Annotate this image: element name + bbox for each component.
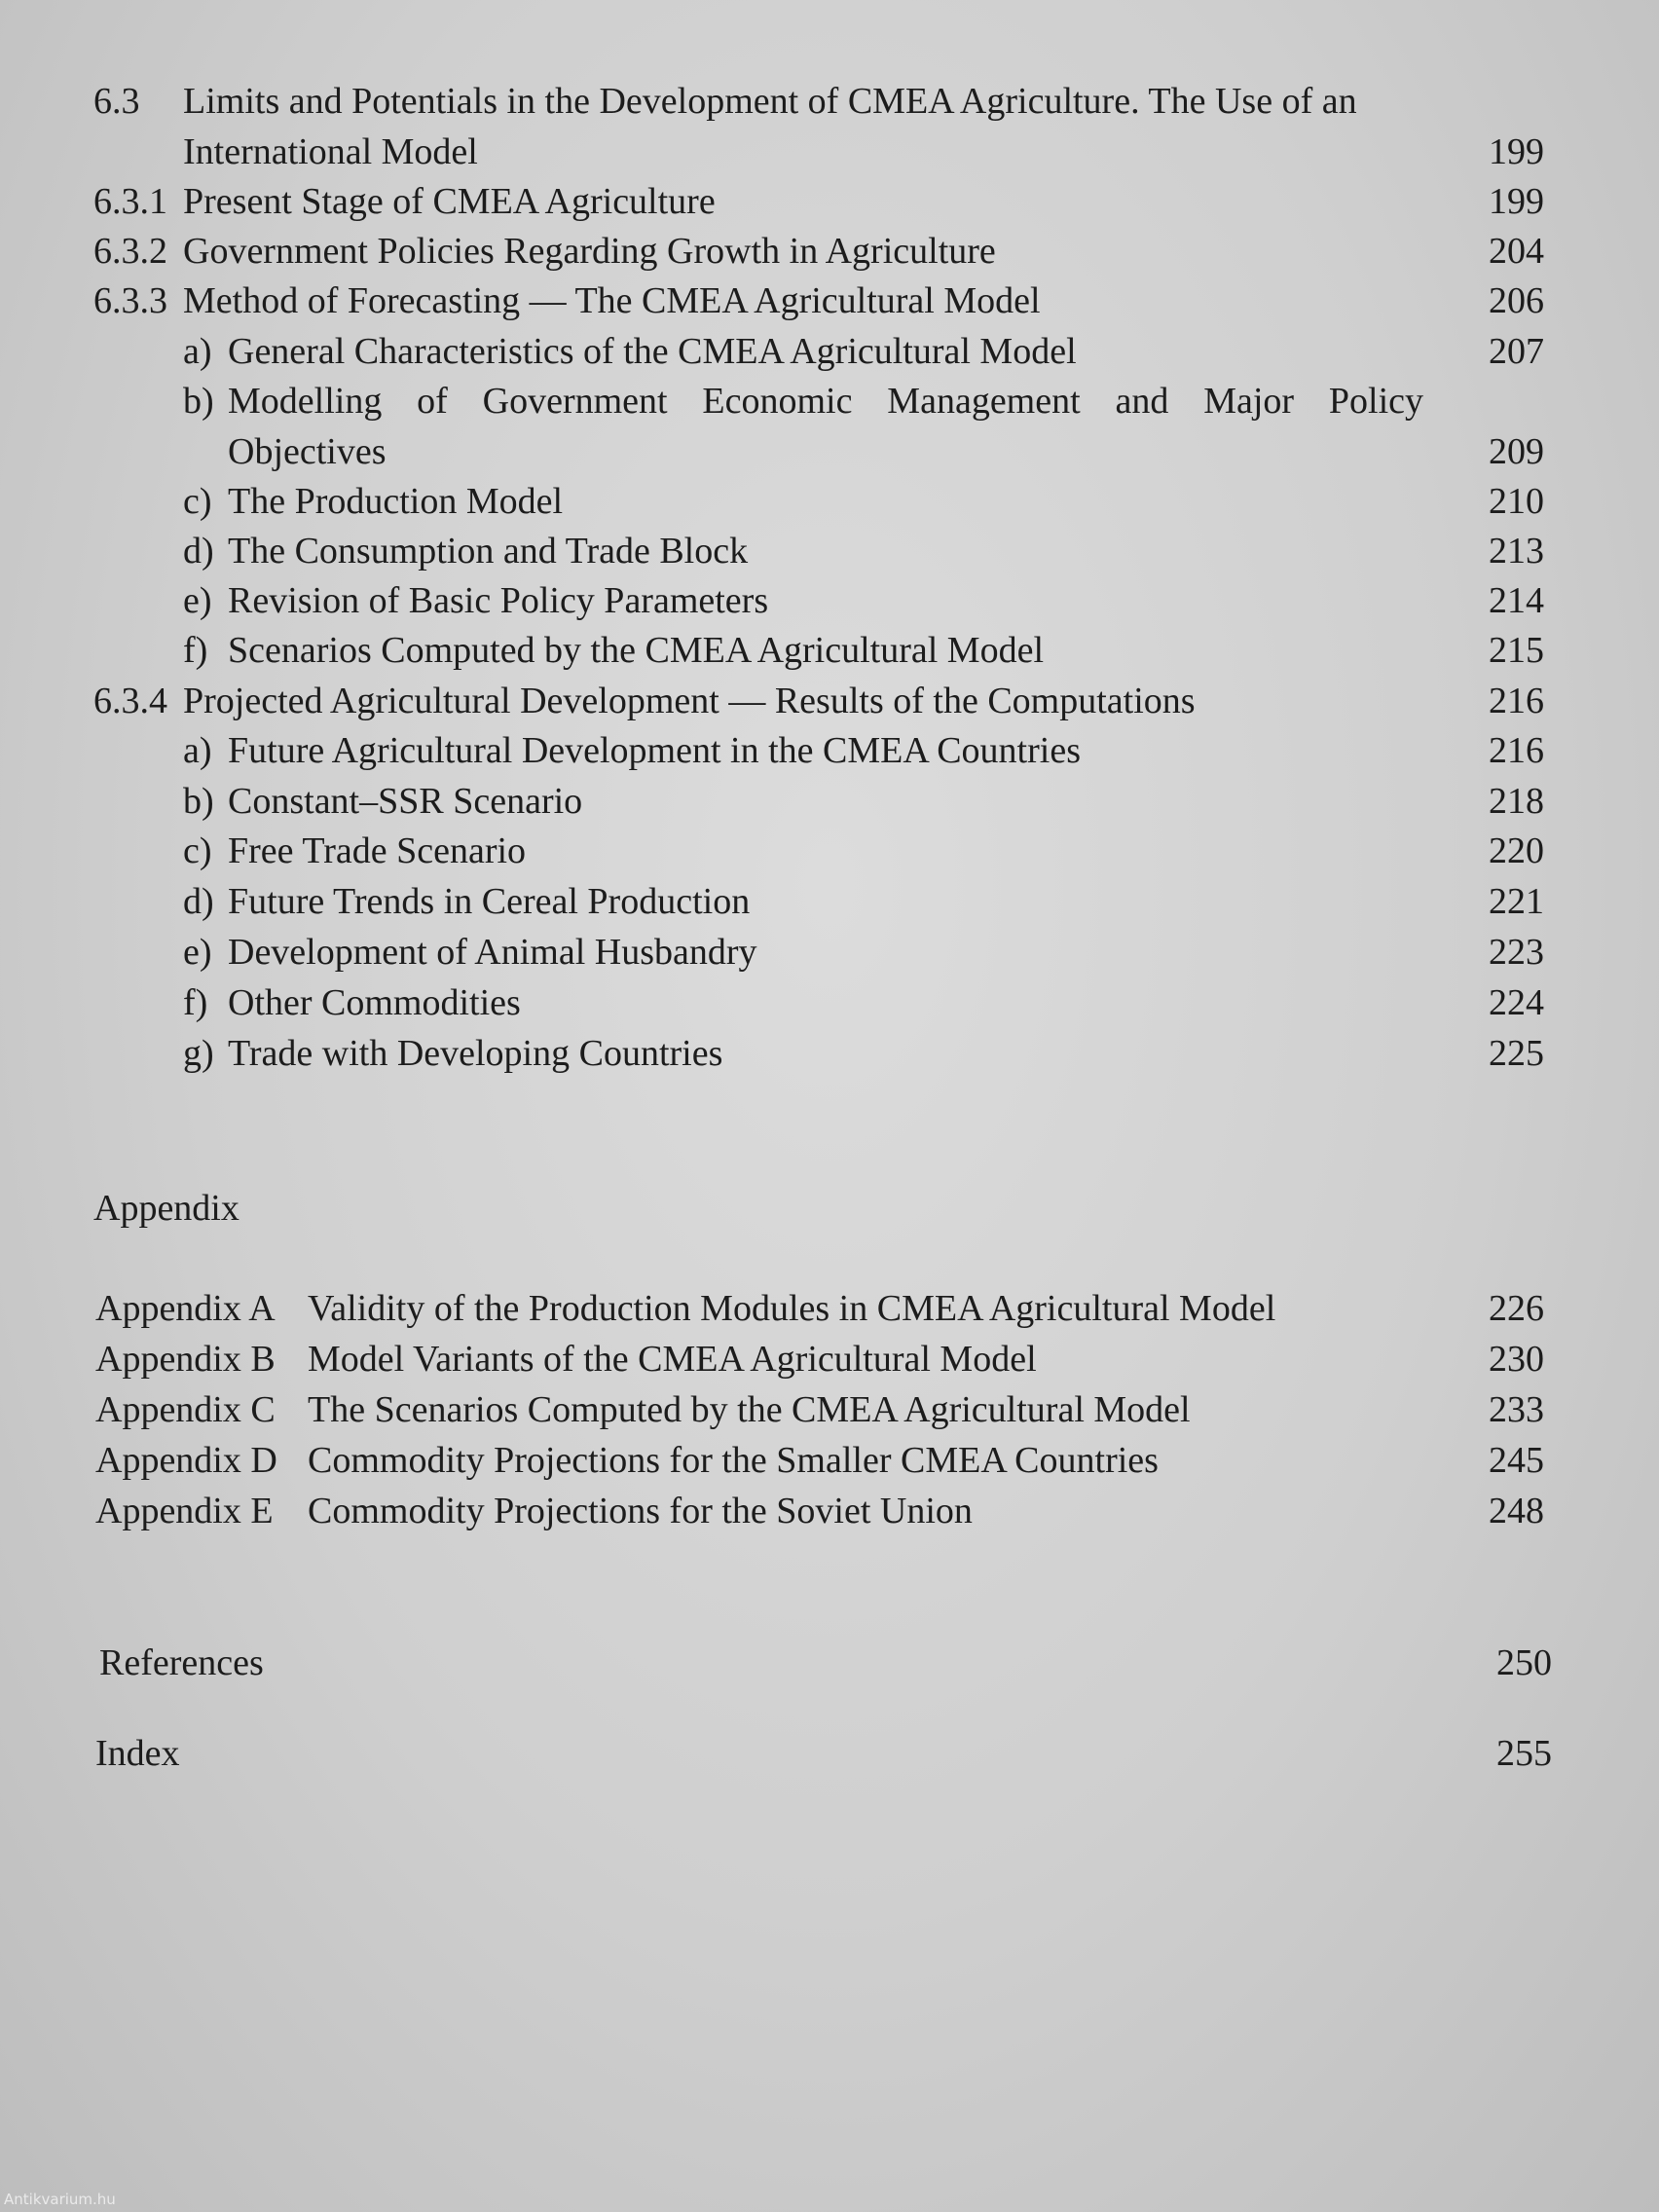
page-number: 245 [1489,1440,1544,1481]
toc-appendix-a [0,1283,1659,1334]
subsection-title: Future Agricultural Development in the CMEA Countries [228,730,1081,771]
page-number: 215 [1489,630,1544,671]
references-label: References [99,1642,264,1683]
subsection-title: Future Trends in Cereal Production [228,881,751,922]
toc-subentry-6-3-4-b [0,776,1659,827]
section-number: 6.3.1 [93,181,167,222]
subsection-title: Free Trade Scenario [228,830,527,871]
toc-appendix-d [0,1435,1659,1486]
page-number: 199 [1489,181,1544,222]
toc-subentry-6-3-4-g [0,1028,1659,1079]
toc-appendix-e [0,1486,1659,1536]
toc-appendix-c [0,1384,1659,1435]
toc-subentry-6-3-3-b-continuation [0,426,1659,477]
toc-entry-6-3 [0,76,1659,127]
toc-appendix-b [0,1334,1659,1384]
section-title: Projected Agricultural Development — Results of the Computations [183,681,1196,721]
subsection-letter: f) [183,982,208,1023]
subsection-letter: f) [183,630,208,671]
index-label: Index [95,1733,180,1774]
page-number: 250 [1496,1642,1552,1683]
subsection-title: Modelling of Government Economic Management and Major Policy [228,381,1423,422]
page-number: 206 [1489,280,1544,321]
toc-references [0,1638,1659,1688]
section-number: 6.3.3 [93,280,167,321]
page-number: 213 [1489,531,1544,571]
toc-subentry-6-3-4-e [0,927,1659,977]
section-title-continued: International Model [183,131,478,172]
appendix-label: Appendix B [95,1339,276,1380]
subsection-letter: a) [183,730,212,771]
subsection-title: Other Commodities [228,982,521,1023]
subsection-letter: b) [183,781,214,822]
toc-subentry-6-3-3-c [0,476,1659,527]
page-number: 255 [1496,1733,1552,1774]
page-number: 248 [1489,1491,1544,1531]
toc-entry-6-3-2 [0,226,1659,276]
appendix-title: Model Variants of the CMEA Agricultural Model [308,1339,1037,1380]
toc-subentry-6-3-3-e [0,575,1659,626]
page-number: 221 [1489,881,1544,922]
page-number: 233 [1489,1389,1544,1430]
appendix-label: Appendix E [95,1491,274,1531]
page-number: 216 [1489,730,1544,771]
toc-subentry-6-3-4-f [0,977,1659,1028]
subsection-letter: e) [183,932,212,973]
subsection-title: Constant–SSR Scenario [228,781,583,822]
page-number: 225 [1489,1033,1544,1074]
subsection-title: The Consumption and Trade Block [228,531,749,571]
subsection-title-continued: Objectives [228,431,387,472]
appendix-title: Commodity Projections for the Soviet Union [308,1491,973,1531]
section-title: Method of Forecasting — The CMEA Agricultural Model [183,280,1041,321]
watermark: Antikvarium.hu [4,2191,116,2208]
page-number: 214 [1489,580,1544,621]
page-number: 209 [1489,431,1544,472]
page-number: 218 [1489,781,1544,822]
appendix-title: Commodity Projections for the Smaller CMEA Countries [308,1440,1159,1481]
toc-subentry-6-3-3-d [0,526,1659,576]
section-title: Limits and Potentials in the Development of CMEA Agriculture. The Use of an [183,81,1357,122]
toc-entry-6-3-1 [0,176,1659,227]
page-number: 224 [1489,982,1544,1023]
toc-subentry-6-3-4-d [0,876,1659,927]
subsection-title: The Production Model [228,481,564,522]
section-title: Present Stage of CMEA Agriculture [183,181,716,222]
toc-subentry-6-3-4-a [0,725,1659,776]
page-number: 216 [1489,681,1544,721]
page-number: 204 [1489,231,1544,272]
subsection-letter: d) [183,881,214,922]
section-title: Government Policies Regarding Growth in Agriculture [183,231,996,272]
toc-subentry-6-3-3-a [0,326,1659,377]
section-number: 6.3 [93,81,140,122]
subsection-title: Revision of Basic Policy Parameters [228,580,769,621]
page-number: 199 [1489,131,1544,172]
page-number: 223 [1489,932,1544,973]
subsection-title: General Characteristics of the CMEA Agricultural Model [228,331,1077,372]
subsection-letter: g) [183,1033,214,1074]
appendix-title: The Scenarios Computed by the CMEA Agricultural Model [308,1389,1191,1430]
section-number: 6.3.2 [93,231,167,272]
subsection-letter: b) [183,381,214,422]
subsection-letter: e) [183,580,212,621]
appendix-label: Appendix A [95,1288,276,1329]
toc-entry-6-3-4 [0,676,1659,726]
subsection-title: Development of Animal Husbandry [228,932,757,973]
toc-subentry-6-3-3-f [0,625,1659,676]
subsection-letter: c) [183,830,212,871]
toc-subentry-6-3-4-c [0,826,1659,876]
subsection-title: Trade with Developing Countries [228,1033,723,1074]
page-number: 220 [1489,830,1544,871]
appendix-heading: Appendix [93,1188,240,1229]
page-number: 230 [1489,1339,1544,1380]
section-number: 6.3.4 [93,681,167,721]
subsection-letter: c) [183,481,212,522]
toc-index [0,1728,1659,1779]
appendix-label: Appendix D [95,1440,277,1481]
page-number: 226 [1489,1288,1544,1329]
page-number: 207 [1489,331,1544,372]
appendix-label: Appendix C [95,1389,276,1430]
appendix-title: Validity of the Production Modules in CMEA Agricultural Model [308,1288,1276,1329]
subsection-title: Scenarios Computed by the CMEA Agricultural Model [228,630,1045,671]
toc-entry-6-3-3 [0,276,1659,326]
subsection-letter: a) [183,331,212,372]
subsection-letter: d) [183,531,214,571]
toc-subentry-6-3-3-b [0,376,1659,426]
toc-entry-6-3-continuation [0,127,1659,177]
page-number: 210 [1489,481,1544,522]
